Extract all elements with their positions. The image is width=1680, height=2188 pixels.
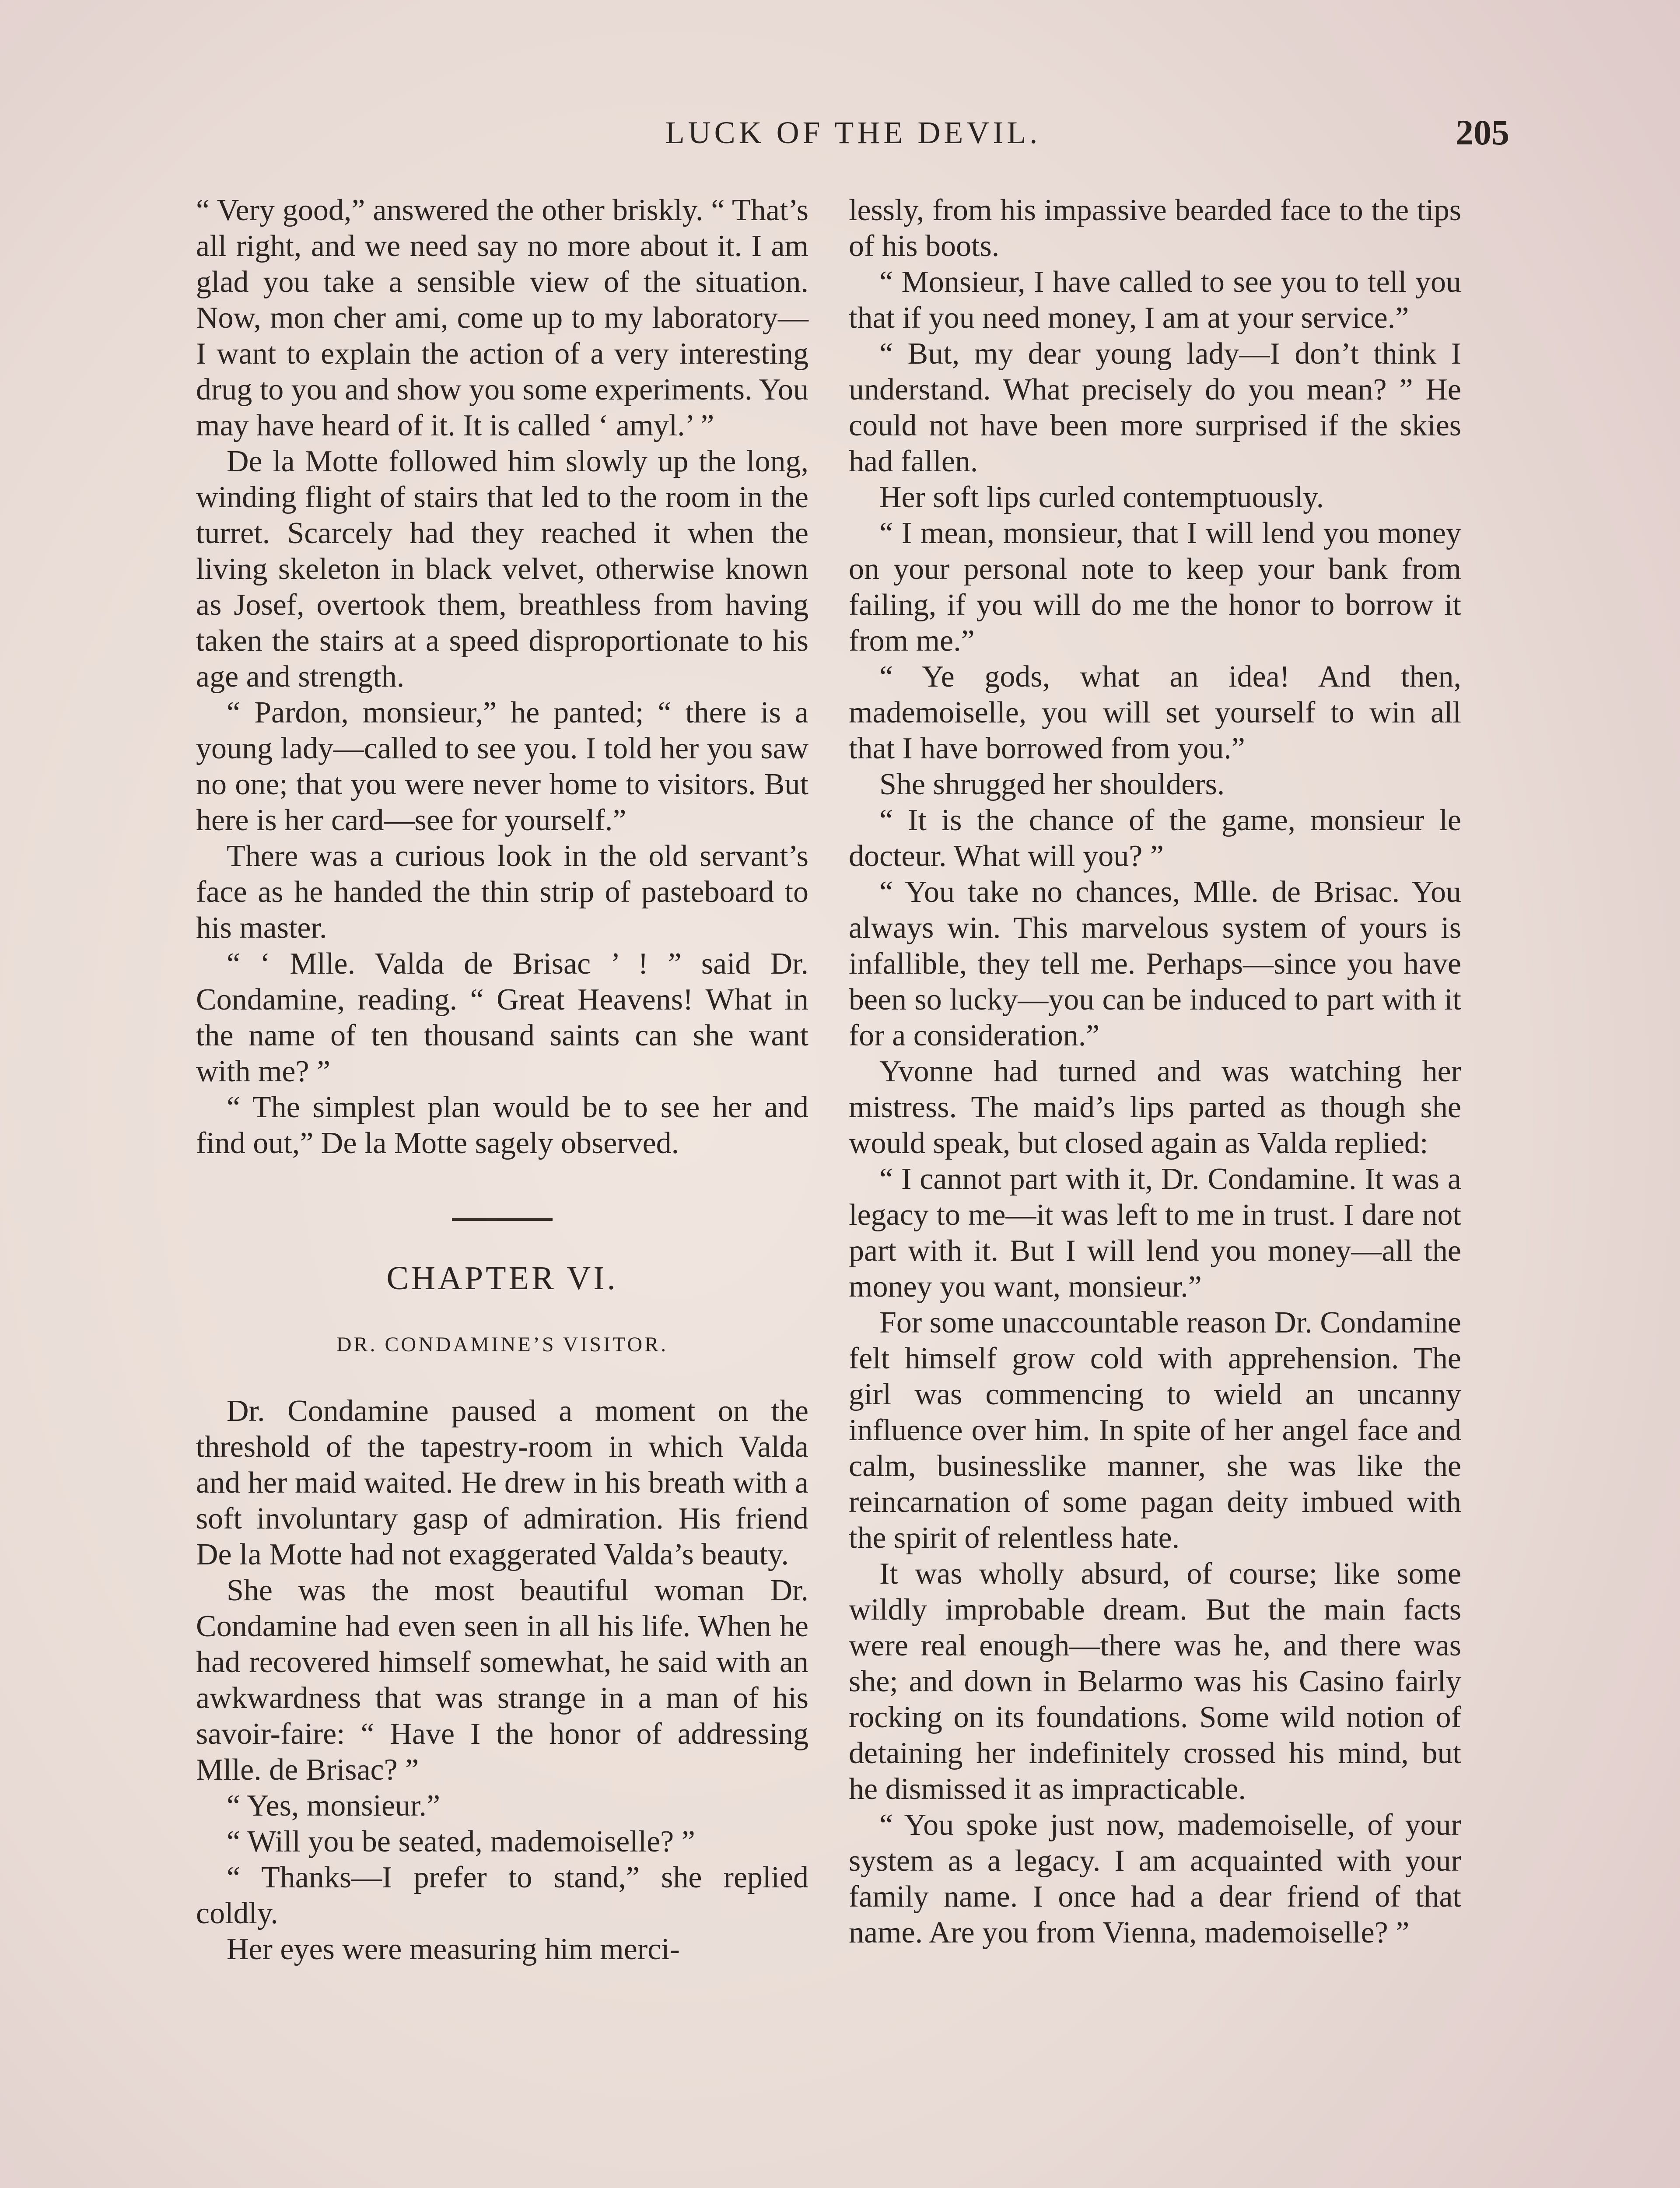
paragraph: She shrugged her shoulders. (879, 768, 1225, 801)
paragraph: “ You spoke just now, mademoiselle, of your system as a legacy. I am acquainted with your family name. I once had a dear friend of that name. Are you from Vienna, mademoiselle? ” (849, 1808, 1461, 1950)
paragraph: “ Very good,” answered the other briskly. “ That’s all right, and we need say no more about it. I am glad you take a sensible view of the situation. Now, mon cher ami, come up to my laboratory—I want to explain the action of a very interesting drug to you and show you some experiments. You may have heard of it. It is called ‘ amyl.’ ” (196, 193, 808, 442)
paragraph: “ But, my dear young lady—I don’t think I understand. What precisely do you mean? ” He could not have been more surprised if the skies had fallen. (849, 337, 1461, 478)
page-number: 205 (1456, 112, 1509, 152)
running-head: LUCK OF THE DEVIL. (665, 115, 1041, 150)
paragraph: For some unaccountable reason Dr. Condamine felt himself grow cold with apprehension. The girl was commencing to wield an uncanny influence over him. In spite of her angel face and calm, businesslike manner, she was like the reincarnation of some pagan deity imbued with the spirit of relentless hate. (849, 1306, 1461, 1555)
paragraph: lessly, from his impassive bearded face to the tips of his boots. (849, 193, 1461, 263)
paragraph: “ Monsieur, I have called to see you to tell you that if you need money, I am at your service.” (849, 265, 1461, 335)
paragraph: “ Will you be seated, mademoiselle? ” (227, 1825, 695, 1858)
paragraph: “ Pardon, monsieur,” he panted; “ there is a young lady—called to see you. I told her you saw no one; that you were never home to visitors. But here is her card—see for yourself.” (196, 696, 808, 837)
chapter-divider (452, 1218, 553, 1221)
paragraph: She was the most beautiful woman Dr. Condamine had even seen in all his life. When he had recovered himself somewhat, he said with an awkwardness that was strange in a man of his savoir-faire: “ Have I the honor of addressing Mlle. de Brisac? ” (196, 1574, 808, 1787)
chapter-subtitle: DR. CONDAMINE’S VISITOR. (336, 1333, 668, 1356)
paragraph: “ The simplest plan would be to see her and find out,” De la Motte sagely observed. (196, 1090, 808, 1160)
paragraph: “ Thanks—I prefer to stand,” she replied coldly. (196, 1861, 808, 1930)
paragraph: “ It is the chance of the game, monsieur le docteur. What will you? ” (849, 803, 1461, 873)
paragraph: “ You take no chances, Mlle. de Brisac. You always win. This marvelous system of yours is infallible, they tell me. Perhaps—since you have been so lucky—you can be induced to part with it for a consideration.” (849, 875, 1461, 1052)
left-column (196, 193, 808, 1967)
paragraph: “ ‘ Mlle. Valda de Brisac ’ ! ” said Dr. Condamine, reading. “ Great Heavens! What in the name of ten thousand saints can she want with me? ” (196, 947, 808, 1088)
paragraph: “ I cannot part with it, Dr. Condamine. It was a legacy to me—it was left to me in trust. I dare not part with it. But I will lend you money—all the money you want, monsieur.” (849, 1162, 1461, 1304)
paragraph: It was wholly absurd, of course; like some wildly improbable dream. But the main facts were real enough—there was he, and there was she; and down in Belarmo was his Casino fairly rocking on its foundations. Some wild notion of detaining her indefinitely crossed his mind, but he dismissed it as impracticable. (849, 1557, 1461, 1806)
paragraph: Yvonne had turned and was watching her mistress. The maid’s lips parted as though she would speak, but closed again as Valda replied: (849, 1055, 1461, 1160)
chapter-title: CHAPTER VI. (386, 1260, 618, 1297)
paragraph: Dr. Condamine paused a moment on the threshold of the tapestry-room in which Valda and her maid waited. He drew in his breath with a soft involuntary gasp of admiration. His friend De la Motte had not exaggerated Valda’s beauty. (196, 1394, 808, 1571)
page-header (0, 112, 1680, 172)
paragraph: There was a curious look in the old servant’s face as he handed the thin strip of pasteboard to his master. (196, 839, 808, 945)
paragraph: Her eyes were measuring him merci- (227, 1932, 680, 1966)
right-column (849, 193, 1461, 1951)
paragraph: “ I mean, monsieur, that I will lend you money on your personal note to keep your bank from failing, if you will do me the honor to borrow it from me.” (849, 516, 1461, 658)
paragraph: “ Ye gods, what an idea! And then, mademoiselle, you will set yourself to win all that I have borrowed from you.” (849, 660, 1461, 765)
paragraph: “ Yes, monsieur.” (227, 1789, 441, 1823)
paragraph: Her soft lips curled contemptuously. (879, 480, 1324, 514)
paragraph: De la Motte followed him slowly up the long, winding flight of stairs that led to the room in the turret. Scarcely had they reached it when the living skeleton in black velvet, otherwise known as Josef, overtook them, breathless from having taken the stairs at a speed disproportionate to his age and strength. (196, 445, 808, 694)
